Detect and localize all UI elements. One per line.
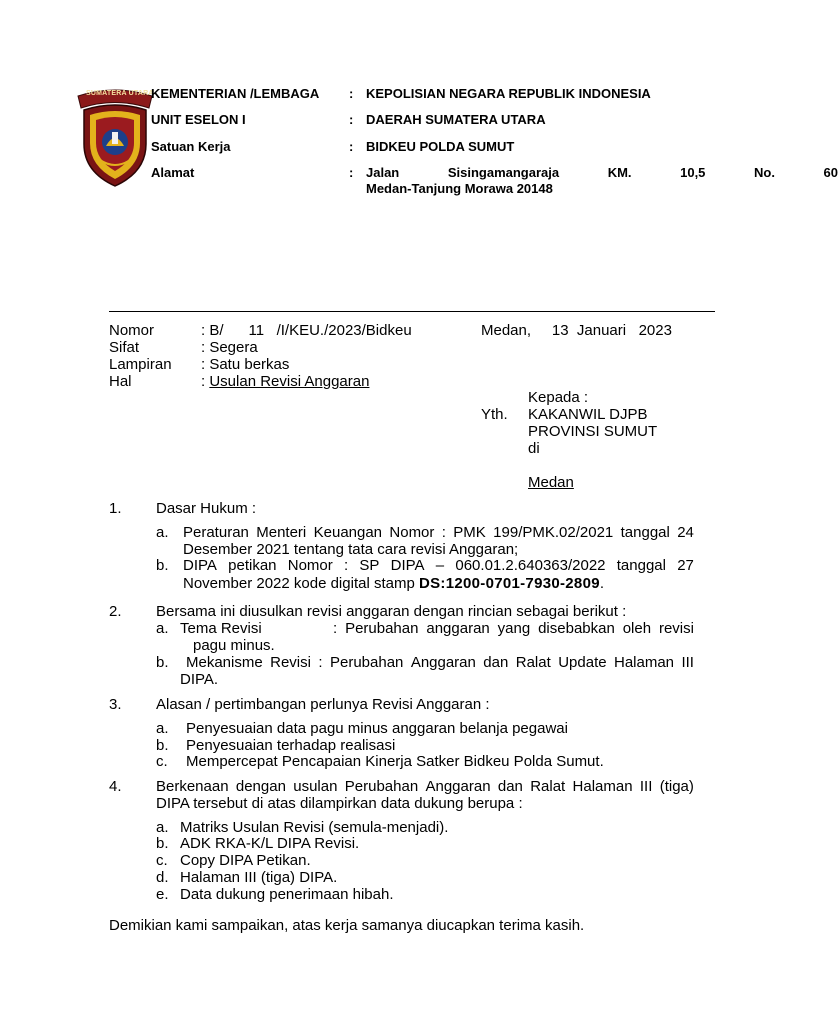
meta-value: [201, 373, 369, 390]
hal-subject: Usulan Revisi Anggaran: [209, 373, 370, 390]
address-line-1: [366, 165, 838, 181]
section-3-item-letter: c.: [156, 753, 168, 770]
word: 27: [677, 557, 694, 574]
word: –: [435, 557, 445, 574]
word: DIPA: [183, 557, 217, 574]
section-3-item-letter: b.: [156, 737, 169, 754]
word: Perubahan: [344, 778, 419, 795]
section-4-item-letter: b.: [156, 835, 169, 852]
address-word: Sisingamangaraja: [447, 165, 560, 180]
word: yang: [497, 620, 531, 637]
section-2-number: 2.: [109, 603, 122, 620]
section-1-b-letter: b.: [156, 557, 169, 574]
section-2-a-line-1: [333, 620, 694, 637]
header-colon: :: [349, 165, 354, 180]
word: SP: [359, 557, 380, 574]
word: oleh: [622, 620, 652, 637]
meta-value: : Segera: [201, 339, 258, 356]
header-value: BIDKEU POLDA SUMUT: [366, 139, 515, 154]
section-3-item-text: Penyesuaian terhadap realisasi: [186, 737, 396, 754]
header-value: DAERAH SUMATERA UTARA: [366, 112, 546, 127]
word: Menteri: [256, 524, 307, 541]
word: disebabkan: [538, 620, 615, 637]
word: Ralat: [515, 654, 551, 671]
word: tanggal: [616, 557, 666, 574]
recipient-city: Medan: [528, 474, 574, 491]
digital-stamp-code: DS:1200-0701-7930-2809: [418, 575, 600, 592]
word: 24: [677, 524, 694, 541]
word: :: [318, 654, 323, 671]
section-3-item-text: Penyesuaian data pagu minus anggaran belanja pegawai: [186, 720, 568, 737]
recipient-line-1: KAKANWIL DJPB: [528, 406, 648, 423]
word: Keuangan: [313, 524, 383, 541]
section-4-item-letter: c.: [156, 852, 168, 869]
recipient-line-2: PROVINSI SUMUT: [528, 423, 658, 440]
section-1-b-line-2: [183, 575, 604, 592]
section-4-item-letter: d.: [156, 869, 169, 886]
address-word: KM.: [607, 165, 632, 180]
section-4-item-letter: a.: [156, 819, 169, 836]
section-4-line-1: [156, 778, 694, 795]
word: III: [639, 778, 653, 795]
word: :: [344, 557, 349, 574]
stamp-prefix: November 2022 kode digital stamp: [183, 575, 419, 592]
word: Halaman: [572, 778, 633, 795]
section-1-b-line-1: [183, 557, 694, 574]
section-2-title: Bersama ini diusulkan revisi anggaran dengan rincian sebagai berikut :: [156, 603, 627, 620]
section-1-number: 1.: [109, 500, 122, 517]
recipient-line-3: di: [528, 440, 540, 457]
word: Perubahan: [345, 620, 419, 637]
section-1-a-line-1: [183, 524, 694, 541]
section-3-number: 3.: [109, 696, 122, 713]
section-2-b-letter: b.: [156, 654, 169, 671]
section-3-item-letter: a.: [156, 720, 169, 737]
word: :: [441, 524, 446, 541]
meta-label: Sifat: [109, 339, 140, 356]
section-4-number: 4.: [109, 778, 122, 795]
stamp-end: .: [599, 575, 605, 592]
meta-label: Hal: [109, 373, 132, 390]
section-3-title: Alasan / pertimbangan perlunya Revisi Anggaran :: [156, 696, 490, 713]
word: anggaran: [426, 620, 490, 637]
meta-label: Lampiran: [109, 356, 172, 373]
section-1-a-letter: a.: [156, 524, 169, 541]
section-4-item-text: Data dukung penerimaan hibah.: [180, 886, 394, 903]
address-word: No.: [754, 165, 775, 180]
word: Ralat: [530, 778, 566, 795]
section-4-item-letter: e.: [156, 886, 169, 903]
meta-value: : Satu berkas: [201, 356, 290, 373]
recipient-yth: Yth.: [481, 406, 508, 423]
section-2-b-line-2: DIPA.: [180, 671, 219, 688]
section-4-item-text: Copy DIPA Petikan.: [180, 852, 311, 869]
word: Revisi: [270, 654, 311, 671]
word: Nomor: [389, 524, 435, 541]
section-1-a-line-2: Desember 2021 tentang tata cara revisi Anggaran;: [183, 541, 519, 558]
address-word: 60: [823, 165, 838, 180]
hal-colon: :: [201, 373, 210, 390]
header-label: Alamat: [151, 165, 195, 180]
header-label: KEMENTERIAN /LEMBAGA: [151, 86, 320, 101]
word: DIPA: [390, 557, 425, 574]
word: Halaman: [614, 654, 675, 671]
header-address: [366, 165, 838, 197]
closing-sentence: Demikian kami sampaikan, atas kerja samanya diucapkan terima kasih.: [109, 917, 585, 934]
place-date: Medan, 13 Januari 2023: [481, 322, 672, 339]
section-2-b-line-1: [186, 654, 694, 671]
section-3-item-text: Mempercepat Pencapaian Kinerja Satker Bidkeu Polda Sumut.: [186, 753, 604, 770]
header-value: KEPOLISIAN NEGARA REPUBLIK INDONESIA: [366, 86, 651, 101]
word: Anggaran: [425, 778, 491, 795]
meta-value: : B/ 11 /I/KEU./2023/Bidkeu: [201, 322, 412, 339]
header-label: UNIT ESELON I: [151, 112, 246, 127]
header-label: Satuan Kerja: [151, 139, 231, 154]
section-1-title: Dasar Hukum :: [156, 500, 257, 517]
word: dan: [497, 778, 523, 795]
word: dan: [483, 654, 509, 671]
word: III: [681, 654, 694, 671]
header-colon: :: [349, 86, 354, 101]
word: tanggal: [620, 524, 670, 541]
word: 060.01.2.640363/2022: [455, 557, 606, 574]
word: :: [333, 620, 338, 637]
word: Mekanisme: [186, 654, 263, 671]
section-2-a-label: Tema Revisi: [180, 620, 262, 637]
word: Perubahan: [329, 654, 404, 671]
word: (tiga): [659, 778, 694, 795]
word: PMK: [453, 524, 486, 541]
section-2-a-line-2: pagu minus.: [193, 637, 275, 654]
word: Anggaran: [410, 654, 476, 671]
section-4-line-2: DIPA tersebut di atas dilampirkan data dukung berupa :: [156, 795, 523, 812]
meta-label: Nomor: [109, 322, 155, 339]
address-word: 10,5: [680, 165, 706, 180]
logo-banner-text: SUMATERA UTARA: [86, 90, 154, 97]
word: petikan: [228, 557, 277, 574]
section-4-item-text: Halaman III (tiga) DIPA.: [180, 869, 338, 886]
address-line-2: Medan-Tanjung Morawa 20148: [366, 181, 553, 196]
word: Nomor: [287, 557, 333, 574]
word: 199/PMK.02/2021: [493, 524, 614, 541]
word: dengan: [235, 778, 286, 795]
police-emblem-logo: [76, 86, 154, 190]
section-4-item-text: ADK RKA-K/L DIPA Revisi.: [180, 835, 360, 852]
section-2-a-letter: a.: [156, 620, 169, 637]
word: revisi: [658, 620, 694, 637]
word: usulan: [293, 778, 338, 795]
address-word: Jalan: [366, 165, 400, 180]
header-colon: :: [349, 139, 354, 154]
word: Peraturan: [183, 524, 249, 541]
section-4-item-text: Matriks Usulan Revisi (semula-menjadi).: [180, 819, 449, 836]
word: Berkenaan: [156, 778, 229, 795]
word: Update: [558, 654, 607, 671]
header-divider: [109, 311, 715, 312]
header-colon: :: [349, 112, 354, 127]
recipient-kepada: Kepada :: [528, 389, 589, 406]
